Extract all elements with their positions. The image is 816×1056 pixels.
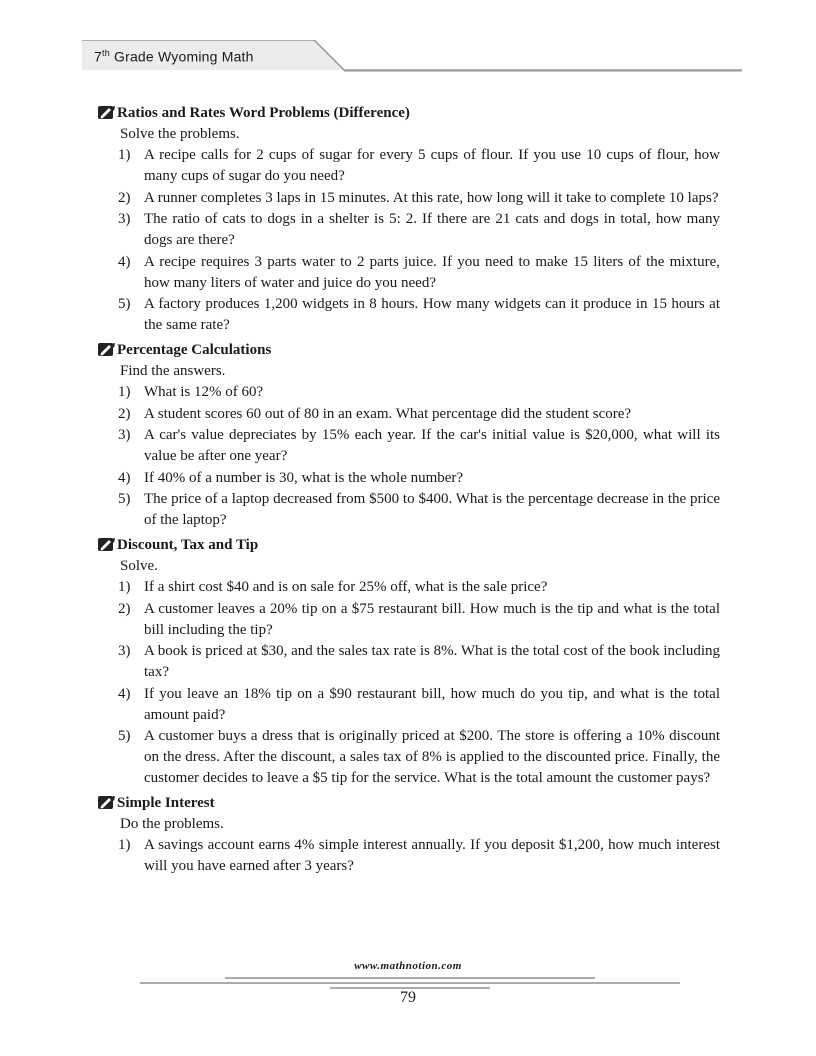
pencil-icon	[98, 795, 116, 811]
section-title: Ratios and Rates Word Problems (Difference)	[98, 102, 720, 124]
pencil-icon	[98, 537, 116, 553]
problem-item: 1) If a shirt cost $40 and is on sale for 25% off, what is the sale price?	[118, 579, 548, 595]
section-instruction: Solve the problems.	[120, 126, 240, 142]
problem-list	[100, 577, 720, 789]
problem-list	[100, 145, 720, 336]
problem-item: 5) A customer buys a dress that is originally priced at $200. The store is offering a 10% discount on the dress. After the discount, a sales tax of 8% is applied to the discounted price. Finally, the customer decides to leave a $5 tip for the service. What is the total amount the customer pays?	[118, 728, 720, 786]
problem-item: 5) The price of a laptop decreased from $500 to $400. What is the percentage decrease in the price of the laptop?	[118, 491, 720, 528]
problem-item: 3) A car's value depreciates by 15% each year. If the car's initial value is $20,000, what will its value be after one year?	[118, 427, 720, 464]
problem-list	[100, 382, 720, 531]
problem-list	[100, 835, 720, 877]
worksheet-content	[100, 102, 720, 880]
section-percentage	[100, 339, 720, 531]
header-title: 7th Grade Wyoming Math	[94, 48, 254, 65]
pencil-icon	[98, 342, 116, 358]
pencil-icon	[98, 105, 116, 121]
section-title: Percentage Calculations	[98, 339, 720, 361]
problem-item: 2) A customer leaves a 20% tip on a $75 restaurant bill. How much is the tip and what is the total bill including the tip?	[118, 600, 720, 638]
section-ratios	[100, 102, 720, 336]
problem-item: 4) If 40% of a number is 30, what is the whole number?	[118, 469, 464, 486]
section-title: Discount, Tax and Tip	[98, 534, 720, 556]
problem-item: 4) If you leave an 18% tip on a $90 restaurant bill, how much do you tip, and what is the total amount paid?	[118, 685, 720, 723]
footer-url: www.mathnotion.com	[354, 960, 462, 972]
problem-item: 2) A runner completes 3 laps in 15 minutes. At this rate, how long will it take to complete 10 laps?	[118, 189, 719, 206]
section-instruction: Solve.	[120, 558, 158, 574]
problem-item: 1) What is 12% of 60?	[118, 384, 264, 400]
section-discount-tax-tip	[100, 534, 720, 789]
problem-item: 3) A book is priced at $30, and the sales tax rate is 8%. What is the total cost of the book including tax?	[118, 643, 720, 680]
problem-item: 4) A recipe requires 3 parts water to 2 parts juice. If you need to make 15 liters of the mixture, how many liters of water and juice do you need?	[118, 253, 720, 291]
section-instruction: Do the problems.	[120, 816, 224, 832]
problem-item: 1) A savings account earns 4% simple interest annually. If you deposit $1,200, how much interest will you have earned after 3 years?	[118, 837, 720, 874]
footer-divider	[140, 976, 680, 990]
problem-item: 5) A factory produces 1,200 widgets in 8 hours. How many widgets can it produce in 15 hours at the same rate?	[118, 296, 720, 333]
page-header	[82, 40, 742, 74]
problem-item: 2) A student scores 60 out of 80 in an exam. What percentage did the student score?	[118, 405, 632, 422]
section-instruction: Find the answers.	[120, 363, 226, 379]
section-simple-interest	[100, 792, 720, 877]
problem-item: 3) The ratio of cats to dogs in a shelter is 5: 2. If there are 21 cats and dogs in total, how many dogs are there?	[118, 211, 720, 248]
section-title: Simple Interest	[98, 792, 720, 814]
page-number: 79	[400, 989, 416, 1006]
problem-item: 1) A recipe calls for 2 cups of sugar for every 5 cups of flour. If you use 10 cups of flour, how many cups of sugar do you need?	[118, 147, 720, 184]
